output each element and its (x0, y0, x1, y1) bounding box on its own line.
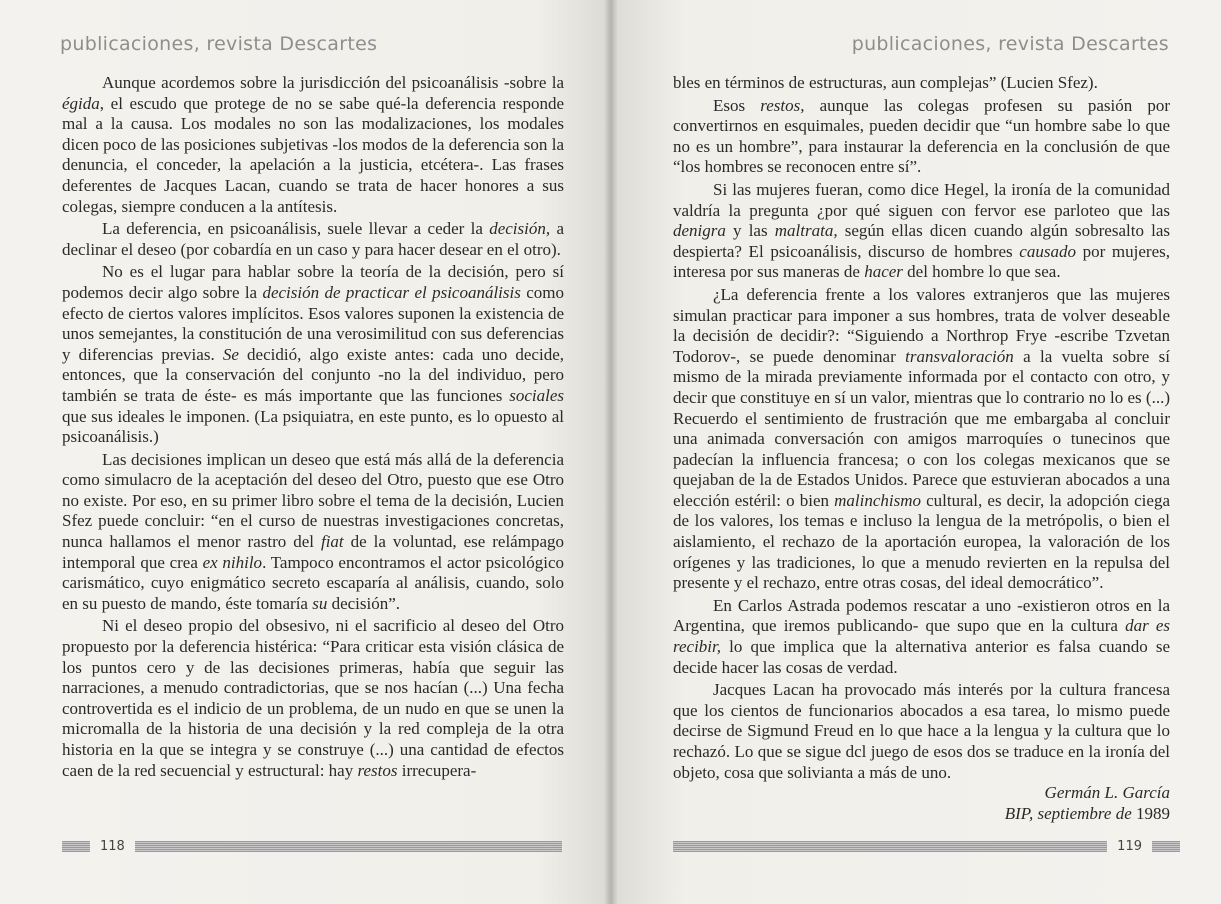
italic-run: malinchismo (834, 490, 921, 510)
text-run: ¿La deferencia frente a los valores extranjeros que las mujeres simulan practicar para imponer a sus hombres, trata de volver deseable la decisión de decidir?: “Siguiendo a Northrop Frye -escribe Tzvetan Todorov-, se puede denominar (673, 284, 1170, 366)
italic-run: Se (222, 344, 239, 364)
page-number: 118 (100, 838, 125, 854)
author-signature: Germán L. García (1044, 783, 1170, 803)
left-running-head: publicaciones, revista Descartes (60, 33, 378, 55)
text-run: Ni el deseo propio del obsesivo, ni el sacrificio al deseo del Otro propuesto por la deferencia histérica: “Para criticar esta visión clásica de los puntos cero y de las decisiones primeras, había que seguir las narraciones, a menudo contradictorias, que se nos hacían (...) Una fecha controvertida es el indicio de un problema, de un nudo en que se unen la micromalla de la historia de una decisión y la red compleja de la otra historia en la que se integra y se construye (...) una cantidad de efectos caen de la red secuencial y estructural: hay (62, 616, 564, 780)
text-run: Jacques Lacan ha provocado más interés por la cultura francesa que los cientos de funcionarios abocados a esa tarea, lo mismo puede decirse de Sigmund Freud en lo que hace a la lengua y la cultura que lo rechazó. Lo que se sigue dcl juego de esos dos se traduce en la ironía del objeto, cosa que solivianta a más de uno. (673, 680, 1170, 782)
left-body-text (62, 73, 564, 781)
text-run: Aunque acordemos sobre la jurisdicción del psicoanálisis -sobre la (102, 73, 564, 92)
left-paragraph (62, 219, 564, 260)
italic-run: fiat (320, 532, 344, 552)
text-run: En Carlos Astrada podemos rescatar a uno -existieron otros en la Argentina, que iremos publicando- que supo que en la cultura (673, 595, 1170, 636)
italic-run: BIP, septiembre de (1004, 803, 1132, 823)
text-run: La deferencia, en psicoanálisis, suele llevar a ceder la (102, 219, 490, 239)
italic-run: transvaloración (905, 346, 1014, 366)
italic-run: decisión, (489, 219, 551, 239)
text-run: , el escudo que protege de no se sabe qué-la deferencia responde mal a la causa. Los modales no son las modalizaciones, los modales dicen poco de las posiciones subjetivas -los modos de la deferencia son la denuncia, el conceder, la apelación a la justicia, etcétera-. Las frases deferentes de Jacques Lacan, cuando se trata de hacer honores a sus colegas, siempre conducen a la antítesis. (62, 93, 564, 216)
text-run: . Tampoco encontramos el actor psicológico carismático, cuyo enigmático secreto escaparía al análisis, cuando, solo en su puesto de mando, éste tomaría (62, 552, 564, 613)
italic-run: sociales (509, 385, 564, 405)
right-body-text (673, 73, 1170, 824)
footer-rule (1152, 841, 1180, 852)
right-paragraph (673, 73, 1170, 94)
text-run: de la voluntad, ese relámpago intemporal que crea (62, 532, 564, 572)
right-page (610, 0, 1221, 904)
text-run: decidió, algo existe antes: cada uno decide, entonces, que la conservación del conjunto -no la del individuo, pero también se trata de éste- es más importante que las funciones (62, 344, 564, 405)
italic-run: su (312, 593, 328, 613)
italic-run: restos, (760, 95, 805, 115)
italic-run: égida (62, 93, 100, 113)
right-paragraph (673, 96, 1170, 178)
italic-run: causado (1019, 241, 1076, 261)
text-run: aunque las colegas profesen su pasión por convertirnos en esquimales, pueden decidir que “un hombre sabe lo que no es un hombre”, para instaurar la deferencia en la conclusión de que “los hombres se reconocen entre sí”. (673, 95, 1171, 177)
footer-rule (673, 841, 1107, 852)
right-paragraph (673, 285, 1170, 594)
footer-rule (62, 841, 90, 852)
text-run: Esos (713, 95, 761, 115)
italic-run: dar es recibir, (673, 616, 1170, 657)
right-paragraph (673, 180, 1170, 283)
left-footer (62, 838, 562, 854)
text-run: por mujeres, interesa por sus maneras de (673, 241, 1170, 282)
text-run: según ellas dicen cuando algún sobresalto las despierta? El psicoanálisis, discurso de hombres (673, 221, 1170, 261)
footer-rule (135, 841, 562, 852)
italic-run: denigra (673, 221, 726, 241)
right-running-head: publicaciones, revista Descartes (851, 33, 1169, 55)
book-gutter (604, 0, 618, 904)
right-footer (673, 838, 1180, 854)
left-paragraph (62, 73, 564, 217)
left-page (0, 0, 610, 904)
text-run: decisión”. (327, 593, 401, 613)
right-paragraph (673, 596, 1170, 678)
italic-run: ex nihilo (202, 552, 263, 572)
left-paragraph (62, 262, 564, 447)
italic-run: decisión de practicar el psicoanálisis (262, 282, 521, 302)
text-run: 1989 (1131, 803, 1170, 823)
left-paragraph (62, 450, 564, 615)
text-run: No es el lugar para hablar sobre la teoría de la decisión, pero sí podemos decir algo sobre la (62, 262, 564, 302)
italic-run: hacer (864, 262, 903, 282)
left-paragraph (62, 616, 564, 781)
text-run: Si las mujeres fueran, como dice Hegel, la ironía de la comunidad valdría la pregunta ¿por qué siguen con fervor ese parloteo que las (673, 179, 1170, 220)
text-run: a declinar el deseo (por cobardía en un caso y para hacer desear en el otro). (62, 219, 564, 259)
italic-run: restos (357, 760, 398, 780)
text-run: del hombre lo que sea. (902, 262, 1061, 282)
text-run: bles en términos de estructuras, aun complejas” (Lucien Sfez). (673, 73, 1098, 92)
text-run: y las (725, 221, 775, 241)
text-run: Las decisiones implican un deseo que está más allá de la deferencia como simulacro de la aceptación del deseo del Otro, puesto que ese Otro no existe. Por eso, en su primer libro sobre el tema de la decisión, Lucien Sfez puede concluir: “en el curso de nuestras investigaciones concretas, nunca hallamos el menor rastro del (62, 449, 564, 552)
text-run: lo que implica que la alternativa anterior es falsa cuando se decide hacer las cosas de verdad. (673, 637, 1170, 677)
italic-run: maltrata, (774, 221, 838, 241)
date-line (673, 804, 1170, 825)
right-paragraph (673, 680, 1170, 783)
text-run: a la vuelta sobre sí mismo de la mirada previamente informada por el contacto con otro, y decir que constituye en sí un valor, mientras que lo contrario no lo es (...) Recuerdo el sentimiento de frustración que me embargaba al concluir una animada conversación con amigos marroquíes o tunecinos que padecían la influencia francesa; o con los colegas mexicanos que se quejaban de la de Estados Unidos. Parece que estuvieran abocados a una elección estéril: o bien (673, 346, 1170, 510)
page-number: 119 (1117, 838, 1142, 854)
text-run: como efecto de ciertos valores implícitos. Esos valores suponen la existencia de unos semejantes, la constitución de una verosimilitud con sus deferencias y diferencias previas. (62, 282, 564, 364)
text-run: irrecupera- (397, 760, 477, 780)
text-run: cultural, es decir, la adopción ciega de los valores, los temas e incluso la lengua de la metrópolis, o bien el aislamiento, el rechazo de la aportación europea, la valoración de los orígenes y las tradiciones, lo que a menudo revierten en la repulsa del presente y el rechazo, entre otras cosas, del ideal democrático”. (673, 490, 1170, 593)
text-run: que sus ideales le imponen. (La psiquiatra, en este punto, es lo opuesto al psicoanálisis.) (62, 406, 564, 447)
